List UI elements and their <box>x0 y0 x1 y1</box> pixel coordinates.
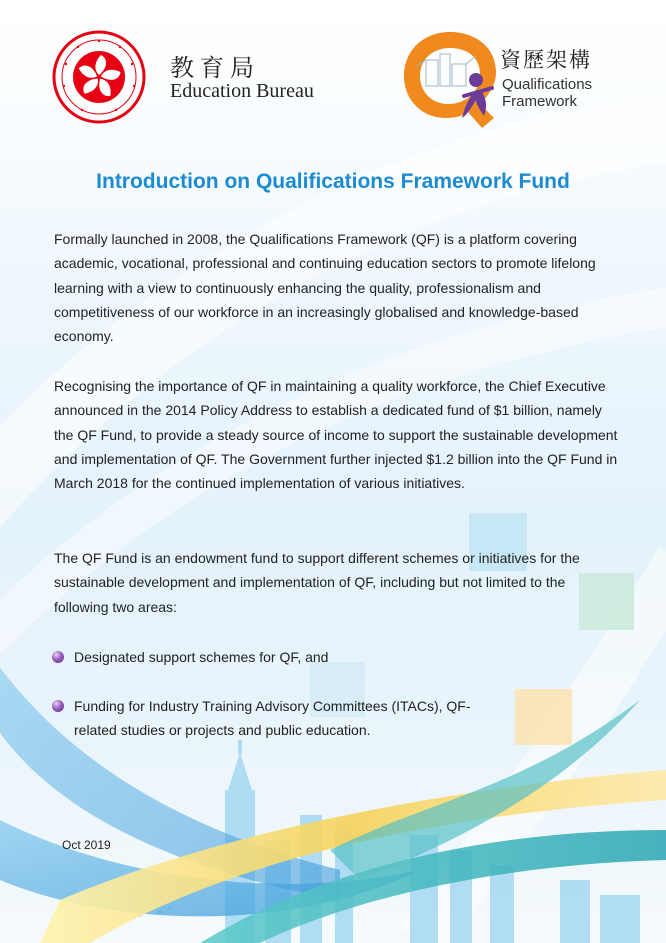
intro-paragraph: Formally launched in 2008, the Qualifications Framework (QF) is a platform covering academic, vocational, professional and continuing education sectors to promote lifelong learning with a view to continuously enhancing the quality, professionalism and competitiveness of our workforce in an increasingly globalised and knowledge-based economy. <box>54 231 596 345</box>
bullet-icon <box>52 651 64 663</box>
list-item-text: Designated support schemes for QF, and <box>74 649 329 665</box>
list-item <box>52 645 572 669</box>
qf-name-chinese: 資歷架構 <box>500 48 592 72</box>
bullet-icon <box>52 700 64 712</box>
fund-purpose-paragraph: The QF Fund is an endowment fund to support different schemes or initiatives for the sustainable development and implementation of QF, including but not limited to the following two areas: <box>54 550 580 615</box>
education-bureau-logo <box>52 30 332 126</box>
qf-name-english-line2: Framework <box>502 93 578 110</box>
qf-q-mark-icon <box>396 26 504 130</box>
edb-name-chinese: 教育局 <box>170 54 260 82</box>
edb-name-english: Education Bureau <box>170 80 314 102</box>
qf-name-english-line1: Qualifications <box>502 76 593 93</box>
fund-background-paragraph: Recognising the importance of QF in maintaining a quality workforce, the Chief Executive announced in the 2014 Policy Address to establish a dedicated fund of $1 billion, namely the QF Fund, to provide a steady source of income to support the sustainable development and implementation of QF. The Government further injected $1.2 billion into the QF Fund in March 2018 for the continued implementation of various initiatives. <box>54 378 618 492</box>
list-item-text: Funding for Industry Training Advisory Committees (ITACs), QF-related studies or projects and public education. <box>74 698 471 739</box>
list-item <box>52 694 502 743</box>
hong-kong-bauhinia-emblem-icon <box>52 30 146 124</box>
publication-date: Oct 2019 <box>62 838 111 852</box>
qualifications-framework-logo <box>396 26 626 130</box>
page-title: Introduction on Qualifications Framework Fund <box>96 170 570 193</box>
